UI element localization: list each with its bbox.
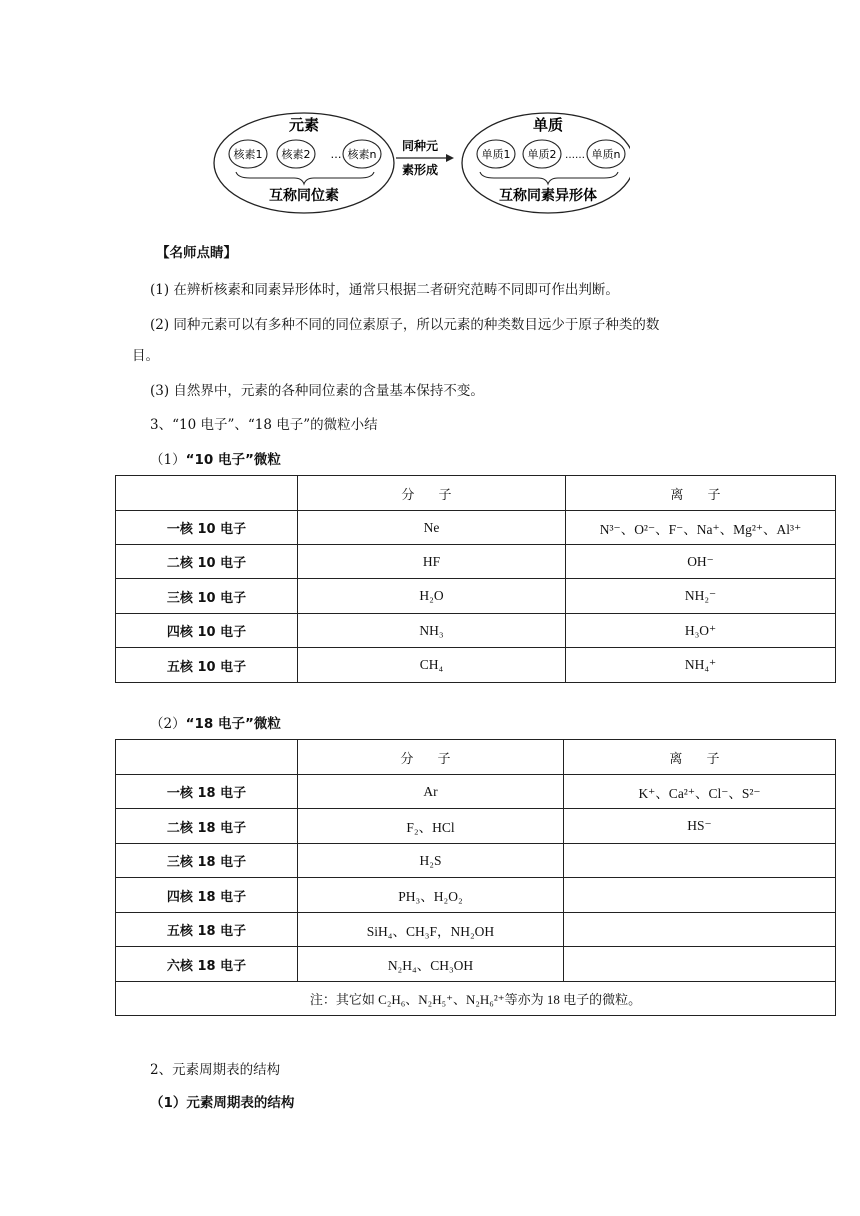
section-2-title: 2、元素周期表的结构: [150, 1062, 281, 1078]
row-label: 二核 18 电子: [116, 809, 298, 844]
row-label: 二核 10 电子: [116, 545, 298, 579]
table-row: [116, 648, 836, 683]
ion-cell: [564, 878, 836, 913]
substance-n-label: 单质n: [591, 148, 621, 161]
nuclide-1-label: 核素1: [233, 148, 263, 161]
substance-2-label: 单质2: [527, 148, 557, 161]
table-row: [116, 775, 836, 809]
molecule-cell: SiH₄、CH₃F，NH₂OH: [298, 913, 564, 947]
row-label: 四核 18 电子: [116, 878, 298, 913]
ion-cell: HS⁻: [564, 809, 836, 844]
arrow-head-icon: [446, 154, 454, 162]
element-title: 元素: [288, 116, 320, 134]
row-label: 三核 18 电子: [116, 844, 298, 878]
row-label: 一核 18 电子: [116, 775, 298, 809]
table-row: [116, 809, 836, 844]
molecule-cell: CH₄: [298, 648, 566, 683]
table18-caption-prefix: （2）: [150, 716, 186, 732]
section-2-subtitle: （1）元素周期表的结构: [150, 1095, 295, 1111]
tip-1: (1) 在辨析核素和同素异形体时，通常只根据二者研究范畴不同即可作出判断。: [150, 282, 619, 298]
ion-cell: N³⁻、O²⁻、F⁻、Na⁺、Mg²⁺、Al³⁺: [566, 511, 836, 545]
row-label: 五核 18 电子: [116, 913, 298, 947]
ion-cell: NH₄⁺: [566, 648, 836, 683]
isotope-caption: 互称同位素: [269, 188, 339, 204]
tip-2-line1: (2) 同种元素可以有多种不同的同位素原子，所以元素的种类数目远少于原子种类的数: [150, 317, 660, 333]
arrow-label-bottom: 素形成: [401, 163, 439, 177]
table18-col-molecule: 分 子: [298, 740, 564, 775]
table10-col-molecule: 分 子: [298, 476, 566, 511]
table-row: [116, 913, 836, 947]
table-row: [116, 614, 836, 648]
ion-cell: [564, 913, 836, 947]
allotrope-caption: 互称同素异形体: [499, 188, 597, 204]
table-row: [116, 545, 836, 579]
molecule-cell: Ar: [298, 775, 564, 809]
molecule-cell: NH₃: [298, 614, 566, 648]
table10-caption-prefix: （1）: [150, 452, 186, 468]
allotrope-brace: [480, 172, 618, 184]
row-label: 六核 18 电子: [116, 947, 298, 982]
ion-cell: [564, 844, 836, 878]
nuclide-n-label: 核素n: [347, 148, 377, 161]
molecule-cell: F₂、HCl: [298, 809, 564, 844]
ion-cell: [564, 947, 836, 982]
table10-corner: [116, 476, 298, 511]
simple-substance-title: 单质: [532, 116, 564, 134]
ion-cell: OH⁻: [566, 545, 836, 579]
molecule-cell: HF: [298, 545, 566, 579]
isotope-brace: [236, 172, 374, 184]
table18-corner: [116, 740, 298, 775]
row-label: 三核 10 电子: [116, 579, 298, 614]
row-label: 五核 10 电子: [116, 648, 298, 683]
molecule-cell: Ne: [298, 511, 566, 545]
ion-cell: H₃O⁺: [566, 614, 836, 648]
row-label: 四核 10 电子: [116, 614, 298, 648]
nuclide-2-label: 核素2: [281, 148, 311, 161]
table10-caption-text: “10 电子”微粒: [185, 452, 281, 468]
substance-ellipsis: ……: [565, 150, 585, 161]
table10-col-ion: 离 子: [566, 476, 836, 511]
nuclide-ellipsis: …: [330, 148, 342, 161]
tips-heading: 【名师点睛】: [156, 245, 237, 261]
table18-col-ion: 离 子: [564, 740, 836, 775]
table-row: [116, 947, 836, 982]
table-row: [116, 878, 836, 913]
table18-caption: [150, 715, 281, 733]
molecule-cell: PH₃、H₂O₂: [298, 878, 564, 913]
molecule-cell: H₂S: [298, 844, 564, 878]
ion-cell: K⁺、Ca²⁺、Cl⁻、S²⁻: [564, 775, 836, 809]
molecule-cell: N₂H₄、CH₃OH: [298, 947, 564, 982]
eighteen-electron-table: [115, 739, 836, 1016]
table18-caption-text: “18 电子”微粒: [185, 716, 281, 732]
ten-electron-table: [115, 475, 836, 683]
section-3-title: 3、“10 电子”、“18 电子”的微粒小结: [150, 417, 378, 433]
table-row: [116, 844, 836, 878]
arrow-label-top: 同种元: [401, 139, 439, 153]
tip-2-line2: 目。: [132, 348, 159, 364]
molecule-cell: H₂O: [298, 579, 566, 614]
row-label: 一核 10 电子: [116, 511, 298, 545]
table10-caption: [150, 451, 281, 469]
table18-note: 注：其它如 C₂H₆、N₂H₅⁺、N₂H₆²⁺等亦为 18 电子的微粒。: [116, 982, 836, 1016]
tip-3: (3) 自然界中，元素的各种同位素的含量基本保持不变。: [150, 383, 484, 399]
element-isotope-allotrope-diagram: [210, 108, 630, 218]
table-row: [116, 579, 836, 614]
ion-cell: NH₂⁻: [566, 579, 836, 614]
table-row: [116, 511, 836, 545]
substance-1-label: 单质1: [481, 148, 511, 161]
